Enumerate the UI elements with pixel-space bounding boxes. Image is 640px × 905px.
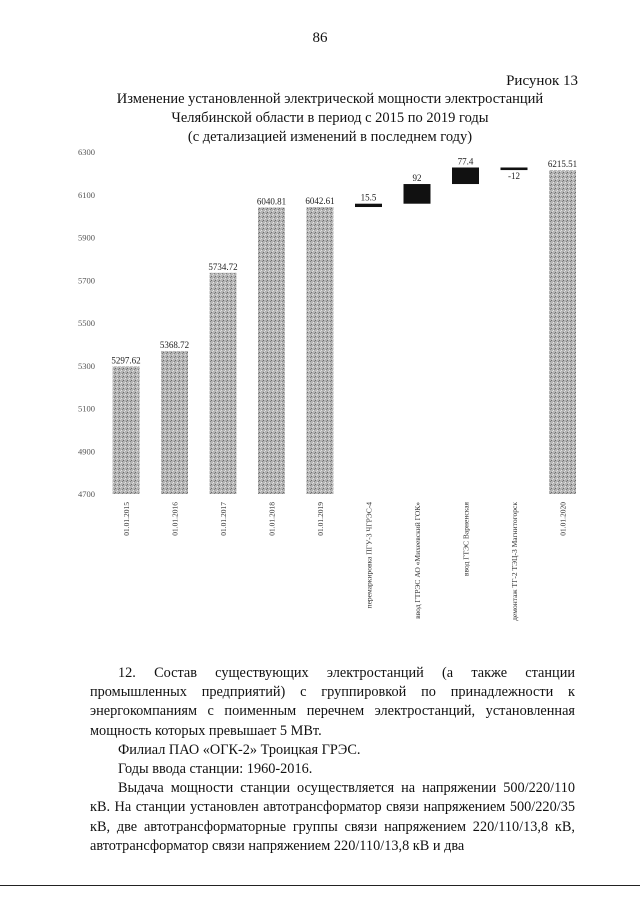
bar-value-label: 6040.81 (256, 196, 287, 207)
page-number: 86 (312, 30, 328, 46)
footer-rule (0, 885, 640, 886)
y-tick-label: 5900 (78, 232, 95, 243)
x-category-label: 01.01.2020 (558, 502, 568, 536)
x-category-label: 01.01.2016 (170, 502, 180, 536)
delta-bar (404, 184, 431, 204)
y-tick-label: 6100 (78, 189, 95, 200)
bar-value-label: 6042.61 (305, 196, 335, 207)
delta-bar (355, 204, 382, 207)
paragraph-4: Выдача мощности станции осуществляется на напряжении 500/220/110 кВ. На станции установлен автотрансформатор связи напряжением 500/220/35 кВ, две автотрансформаторные группы связи напряжением 220/110/13,8 кВ, автотрансформатор связи напряжением 220/110/13,8 кВ и два (90, 780, 575, 854)
x-category-label: демонтаж ТГ-2 ТЭЦ-3 Магнитогорск (510, 502, 519, 621)
x-category-label: 01.01.2017 (219, 502, 228, 536)
bar-value-label: 77.4 (457, 156, 474, 167)
total-bar (161, 351, 188, 494)
total-bar (258, 207, 285, 494)
figure-label: Рисунок 13 (506, 73, 578, 89)
delta-bar (452, 167, 479, 184)
y-tick-label: 6300 (78, 147, 95, 157)
total-bar (307, 207, 334, 494)
y-tick-label: 5500 (78, 318, 95, 328)
bar-value-label: 5297.62 (111, 355, 141, 366)
figure-caption (70, 90, 590, 147)
paragraph-1: 12. Состав существующих электростанций (а также станции промышленных предприятий) с группировкой по принадлежности к энергокомпаниям с поименным перечнем электростанций, установленная мощность которых превышает 5 МВт. (90, 665, 575, 739)
y-tick-label: 4900 (78, 446, 95, 457)
caption-line-3: (с детализацией изменений в последнем году) (187, 129, 473, 145)
paragraph-2: Филиал ПАО «ОГК-2» Троицкая ГРЭС. (118, 741, 361, 758)
bar-value-label: 6215.51 (547, 159, 578, 170)
x-category-label: перемаркировка ПГУ-3 ЧГРЭС-4 (364, 502, 374, 609)
caption-line-2: Челябинской области в период с 2015 по 2019 годы (171, 110, 489, 126)
x-category-label: 01.01.2015 (122, 502, 131, 536)
x-category-label: ввод ГТРЭС АО «Михеевский ГОК» (413, 502, 422, 619)
body-text (90, 664, 575, 856)
total-bar (113, 366, 140, 494)
bar-value-label: 5734.72 (208, 261, 238, 272)
total-bar (549, 170, 576, 494)
x-category-label: 01.01.2019 (316, 502, 325, 536)
paragraph-3: Годы ввода станции: 1960-2016. (118, 761, 313, 778)
bar-value-label: -12 (508, 171, 520, 182)
y-tick-label: 4700 (78, 489, 95, 499)
bar-value-label: 5368.72 (159, 340, 190, 351)
waterfall-chart (55, 140, 595, 640)
y-tick-label: 5300 (78, 360, 95, 371)
y-tick-label: 5700 (78, 275, 95, 286)
bar-value-label: 92 (412, 173, 422, 184)
y-tick-label: 5100 (78, 403, 95, 414)
total-bar (210, 273, 237, 494)
delta-bar (501, 167, 528, 170)
caption-line-1: Изменение установленной электрической мощности электростанций (116, 91, 544, 107)
x-category-label: ввод ГТЭС Варненская (461, 502, 471, 577)
bar-value-label: 15.5 (360, 192, 377, 203)
x-category-label: 01.01.2018 (267, 502, 277, 536)
